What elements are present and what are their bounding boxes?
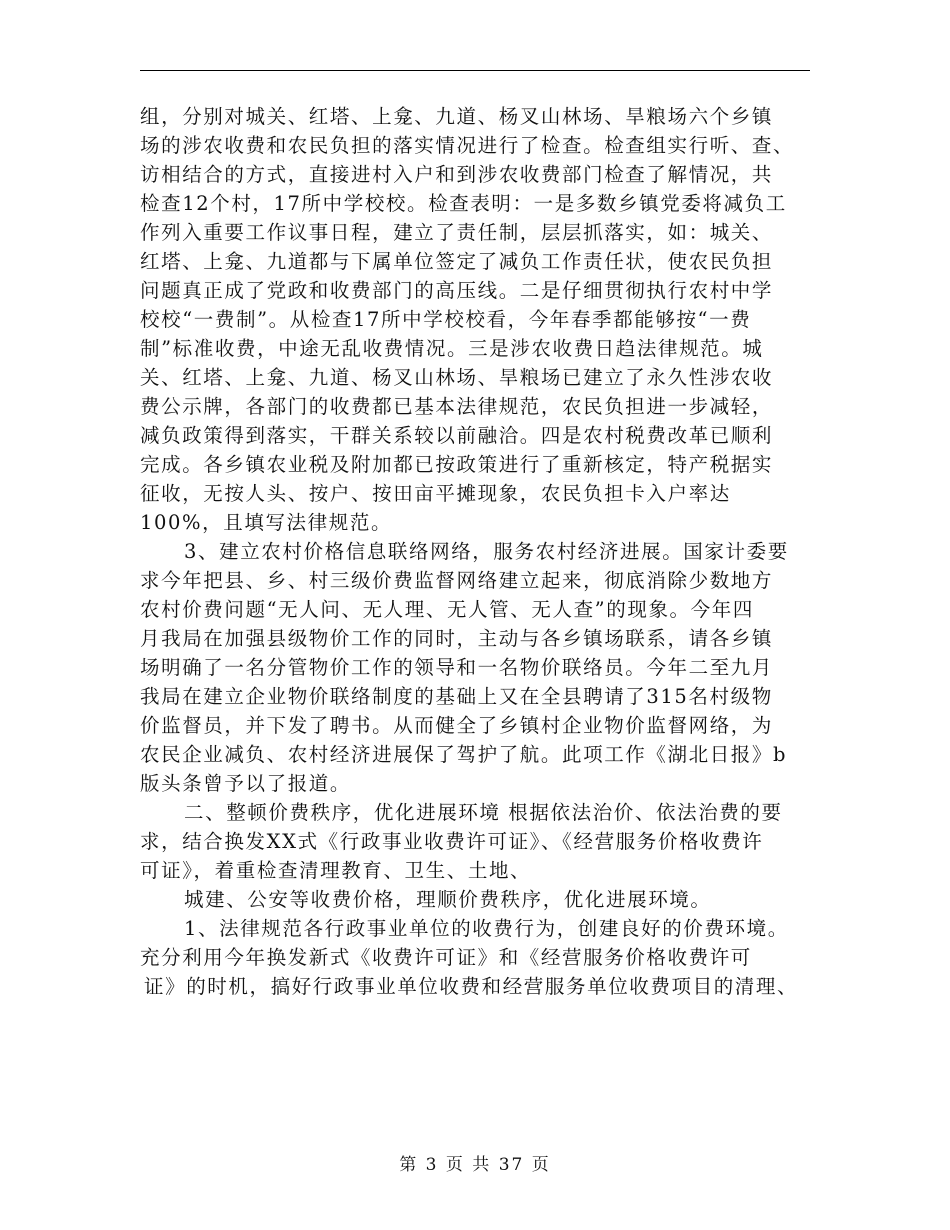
text-line: 价监督员，并下发了聘书。从而健全了乡镇村企业物价监督网络，为: [140, 714, 774, 737]
text-line: 版头条曾予以了报道。: [140, 772, 352, 795]
document-body: [140, 102, 812, 1001]
text-line: 可证》，着重检查清理教育、卫生、土地、: [140, 859, 532, 882]
text-line: 访相结合的方式，直接进村入户和到涉农收费部门检查了解情况，共: [140, 163, 774, 186]
text-line: 农村价费问题“无人问、无人理、无人管、无人查”的现象。今年四: [140, 598, 754, 621]
text-line: 证》的时机，搞好行政事业单位收费和经营服务单位收费项目的清理、: [144, 975, 799, 998]
text-line: 城建、公安等收费价格，理顺价费秩序，优化进展环境。: [184, 888, 712, 911]
text-line: 场的涉农收费和农民负担的落实情况进行了检查。检查组实行听、查、: [140, 134, 795, 157]
text-line: 组，分别对城关、红塔、上龛、九道、杨叉山林场、旱粮场六个乡镇: [140, 105, 774, 128]
text-line: 求，结合换发XX式《行政事业收费许可证》、《经营服务价格收费许: [140, 830, 764, 853]
text-line: 问题真正成了党政和收费部门的高压线。二是仔细贯彻执行农村中学: [140, 279, 774, 302]
text-line: 农民企业减负、农村经济进展保了驾护了航。此项工作《湖北日报》b: [140, 743, 788, 766]
text-line: 完成。各乡镇农业税及附加都已按政策进行了重新核定，特产税据实: [140, 453, 774, 476]
text-line: 减负政策得到落实，干群关系较以前融洽。四是农村税费改革已顺利: [140, 424, 774, 447]
text-line: 关、红塔、上龛、九道、杨叉山林场、旱粮场已建立了永久性涉农收: [140, 366, 774, 389]
text-line: 检查12个村，17所中学校校。检查表明：一是多数乡镇党委将减负工: [140, 192, 787, 215]
text-line: 求今年把县、乡、村三级价费监督网络建立起来，彻底消除少数地方: [140, 569, 774, 592]
text-line: 红塔、上龛、九道都与下属单位签定了减负工作责任状，使农民负担: [140, 250, 774, 273]
text-line: 场明确了一名分管物价工作的领导和一名物价联络员。今年二至九月: [140, 656, 774, 679]
text-line: 充分利用今年换发新式《收费许可证》和《经营服务价格收费许可: [140, 946, 752, 969]
paragraph-start-line: 1、法律规范各行政事业单位的收费行为，创建良好的价费环境。: [184, 917, 789, 940]
page-number: 第 3 页 共 37 页: [399, 1155, 551, 1175]
header-rule: [140, 70, 810, 71]
text-line: 征收，无按人头、按户、按田亩平摊现象，农民负担卡入户率达: [140, 482, 731, 505]
text-line: 我局在建立企业物价联络制度的基础上又在全县聘请了315名村级物: [140, 685, 773, 708]
text-line: 制”标准收费，中途无乱收费情况。三是涉农收费日趋法律规范。城: [140, 337, 764, 360]
text-line: 作列入重要工作议事日程，建立了责任制，层层抓落实，如：城关、: [140, 221, 774, 244]
text-line: 100%，且填写法律规范。: [140, 511, 393, 534]
paragraph-start-line: 3、建立农村价格信息联络网络，服务农村经济进展。国家计委要: [184, 540, 789, 563]
text-line: 月我局在加强县级物价工作的同时，主动与各乡镇场联系，请各乡镇: [140, 627, 774, 650]
text-line: 费公示牌，各部门的收费都已基本法律规范，农民负担进一步减轻，: [140, 395, 774, 418]
section-heading-line: 二、整顿价费秩序，优化进展环境 根据依法治价、依法治费的要: [184, 801, 783, 824]
text-line: 校校“一费制”。从检查17所中学校校看，今年春季都能够按“一费: [140, 308, 752, 331]
